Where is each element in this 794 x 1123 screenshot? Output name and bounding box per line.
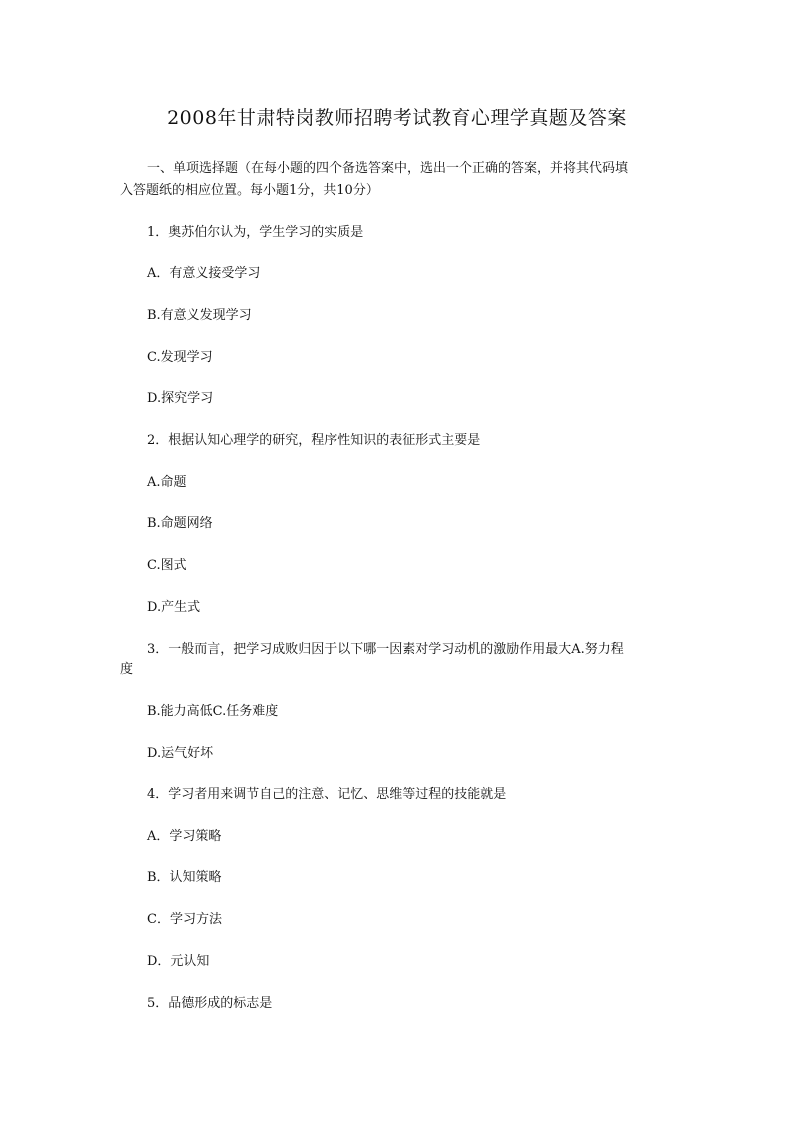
question-1-option-d: D.探究学习 (147, 391, 214, 406)
question-1-option-c: C.发现学习 (147, 350, 213, 365)
question-3-stem-line-1: 3．一般而言，把学习成败归因于以下哪一因素对学习动机的激励作用最大A.努力程 (147, 642, 624, 657)
question-4-option-a: A．学习策略 (147, 829, 222, 844)
question-2-option-d: D.产生式 (147, 600, 201, 615)
question-4-option-c: C．学习方法 (147, 912, 222, 927)
question-5-stem: 5．品德形成的标志是 (147, 996, 273, 1011)
question-4-option-b: B．认知策略 (147, 870, 222, 885)
section-heading-line-2: 入答题纸的相应位置。每小题1分，共10分） (120, 183, 379, 198)
question-4-option-d: D．元认知 (147, 954, 210, 969)
question-3-option-bc: B.能力高低C.任务难度 (147, 704, 279, 719)
question-3-option-d: D.运气好坏 (147, 746, 214, 761)
question-3-stem-line-2: 度 (120, 662, 134, 677)
question-4-stem: 4．学习者用来调节自己的注意、记忆、思维等过程的技能就是 (147, 787, 507, 802)
document-title: 2008年甘肃特岗教师招聘考试教育心理学真题及答案 (167, 107, 627, 129)
question-2-option-a: A.命题 (147, 475, 187, 490)
question-2-option-b: B.命题网络 (147, 516, 213, 531)
question-1-option-b: B.有意义发现学习 (147, 308, 252, 323)
question-2-option-c: C.图式 (147, 558, 187, 573)
section-heading-line-1: 一、单项选择题（在每小题的四个备选答案中，选出一个正确的答案，并将其代码填 (147, 161, 629, 176)
question-2-stem: 2．根据认知心理学的研究，程序性知识的表征形式主要是 (147, 433, 481, 448)
question-1-stem: 1．奥苏伯尔认为，学生学习的实质是 (147, 225, 364, 240)
question-1-option-a: A．有意义接受学习 (147, 266, 261, 281)
